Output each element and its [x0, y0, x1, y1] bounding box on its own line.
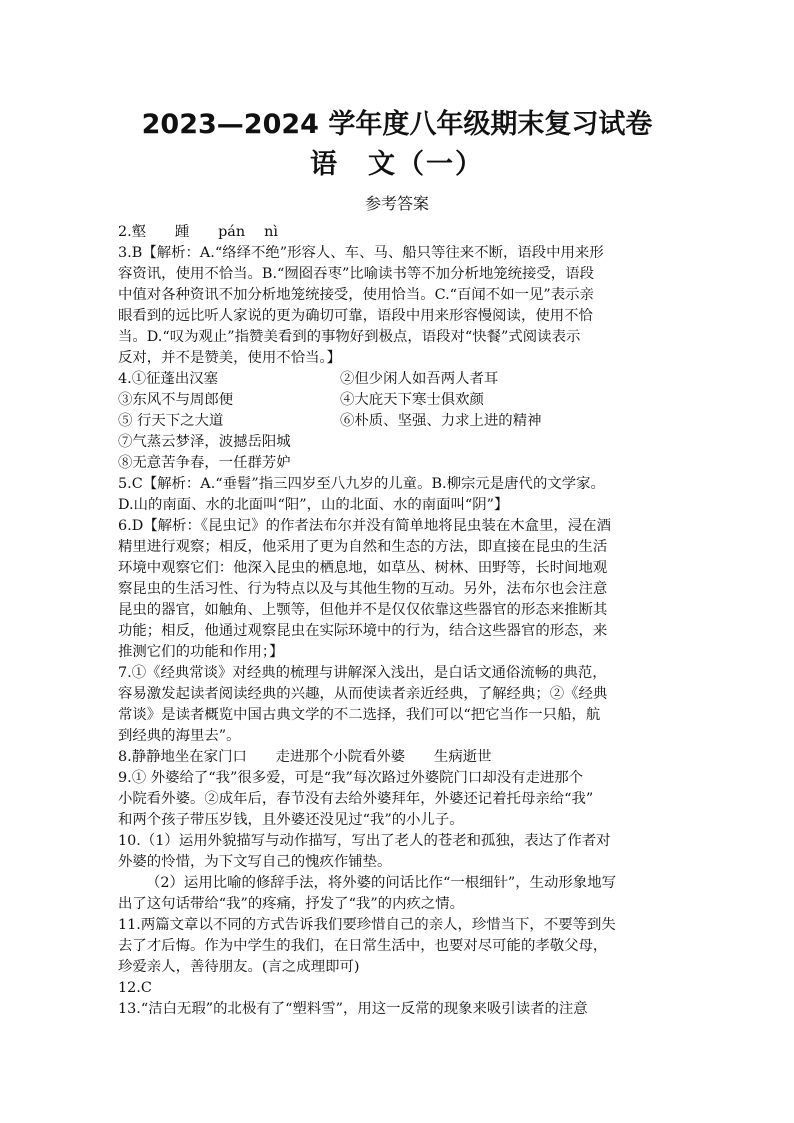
answer-cell: ⑤ 行天下之大道 [118, 413, 224, 429]
answer-row [118, 390, 678, 411]
answer-line: 常谈》是读者概览中国古典文学的不二选择，我们可以“把它当作一只船，航 [118, 707, 601, 723]
answer-line: 到经典的海里去”。 [118, 728, 241, 744]
answer-line: 昆虫的器官，如触角、上颚等，但他并不是仅仅依靠这些器官的形态来推断其 [118, 602, 608, 618]
answer-line: 去了才后悔。作为中学生的我们，在日常生活中，也要对尽可能的孝敬父母， [118, 938, 608, 954]
answer-line: 和两个孩子带压岁钱，且外婆还没见过“我”的小儿子。 [118, 812, 464, 828]
answer-line: 当。D.“叹为观止”指赞美看到的事物好到极点，语段对“快餐”式阅读表示 [118, 329, 581, 345]
answer-line: 中值对各种资讯不加分析地笼统接受，使用恰当。C.“百闻不如一见”表示亲 [118, 287, 594, 303]
answer-q13: 13.“洁白无瑕”的北极有了“塑料雪”，用这一反常的现象来吸引读者的注意 [118, 1001, 588, 1017]
answer-line: D.山的南面、水的北面叫“阳”，山的北面、水的南面叫“阴”】 [118, 497, 509, 513]
answer-line: 3.B【解析：A.“络绎不绝”形容人、车、马、船只等往来不断，语段中用来形 [118, 245, 604, 261]
answer-line: 6.D【解析：《昆虫记》的作者法布尔并没有简单地将昆虫装在木盒里，浸在酒 [118, 518, 611, 534]
answer-line: 9.① 外婆给了“我”很多爱，可是“我”每次路过外婆院门口却没有走进那个 [118, 770, 584, 786]
answer-line: 反对，并不是赞美，使用不恰当。】 [118, 350, 342, 366]
answer-q4 [118, 369, 678, 474]
answer-q3 [118, 243, 678, 369]
answer-line: 小院看外婆。②成年后，春节没有去给外婆拜年，外婆还记着托母亲给“我” [118, 791, 594, 807]
answer-cell: 4.①征蓬出汉塞 [118, 371, 219, 387]
answer-body [118, 222, 678, 1020]
answer-line: ⑦气蒸云梦泽，波撼岳阳城 [118, 434, 291, 450]
answer-row [118, 369, 678, 390]
answer-q5 [118, 474, 678, 516]
answer-line: ⑧无意苦争春，一任群芳妒 [118, 455, 291, 471]
answer-cell: ④大庇天下寒士俱欢颜 [340, 392, 484, 408]
subject-title: 语 文（一） [310, 149, 484, 180]
answer-line: 眼看到的远比听人家说的更为确切可靠，语段中用来形容慢阅读，使用不恰 [118, 308, 593, 324]
answer-line: 7.①《经典常谈》对经典的梳理与讲解深入浅出，是白话文通俗流畅的典范， [118, 665, 607, 681]
answer-line: 推测它们的功能和作用；】 [118, 644, 284, 660]
answer-line: 外婆的怜惜，为下文写自己的愧疚作铺垫。 [118, 854, 392, 870]
answer-q6 [118, 516, 678, 663]
answer-key-heading: 参考答案 [364, 194, 429, 213]
answer-line: 环境中观察它们：他深入昆虫的栖息地，如草丛、树林、田野等，长时间地观 [118, 560, 608, 576]
answer-cell: ⑥朴质、坚强、力求上进的精神 [340, 413, 542, 429]
answer-line: （2）运用比喻的修辞手法，将外婆的问话比作“一根细针”，生动形象地写 [146, 875, 616, 891]
answer-q11 [118, 915, 678, 978]
answer-line: 出了这句话带给“我”的疼痛，抒发了“我”的内疚之情。 [118, 896, 465, 912]
answer-line: 功能；相反，他通过观察昆虫在实际环境中的行为，结合这些器官的形态，来 [118, 623, 608, 639]
answer-line: 11.两篇文章以不同的方式告诉我们要珍惜自己的亲人，珍惜当下，不要等到失 [118, 917, 616, 933]
answer-line: 察昆虫的生活习性、行为特点以及与其他生物的互动。另外，法布尔也会注意 [118, 581, 608, 597]
answer-line: 精里进行观察；相反，他采用了更为自然和生态的方法，即直接在昆虫的生活 [118, 539, 608, 555]
answer-line: 珍爱亲人，善待朋友。(言之成理即可) [118, 959, 360, 975]
answer-q7 [118, 663, 678, 747]
answer-line: 容资讯，使用不恰当。B.“囫囵吞枣”比喻读书等不加分析地笼统接受，语段 [118, 266, 594, 282]
answer-row [118, 411, 678, 432]
answer-q2: 2.壑 踵 pán nì [118, 224, 278, 240]
answer-line: 5.C【解析：A.“垂髫”指三四岁至八九岁的儿童。B.柳宗元是唐代的文学家。 [118, 476, 605, 492]
answer-q12: 12.C [118, 980, 152, 996]
answer-line: 容易激发起读者阅读经典的兴趣，从而使读者亲近经典，了解经典；②《经典 [118, 686, 608, 702]
answer-line: 10.（1）运用外貌描写与动作描写，写出了老人的苍老和孤独，表达了作者对 [118, 833, 611, 849]
answer-q8: 8.静静地坐在家门口 走进那个小院看外婆 生病逝世 [118, 749, 492, 765]
answer-cell: ②但少闲人如吾两人者耳 [340, 371, 499, 387]
answer-q10 [118, 831, 678, 915]
answer-q9 [118, 768, 678, 831]
answer-cell: ③东风不与周郎便 [118, 392, 234, 408]
exam-title: 2023—2024 学年度八年级期末复习试卷 [141, 109, 653, 140]
